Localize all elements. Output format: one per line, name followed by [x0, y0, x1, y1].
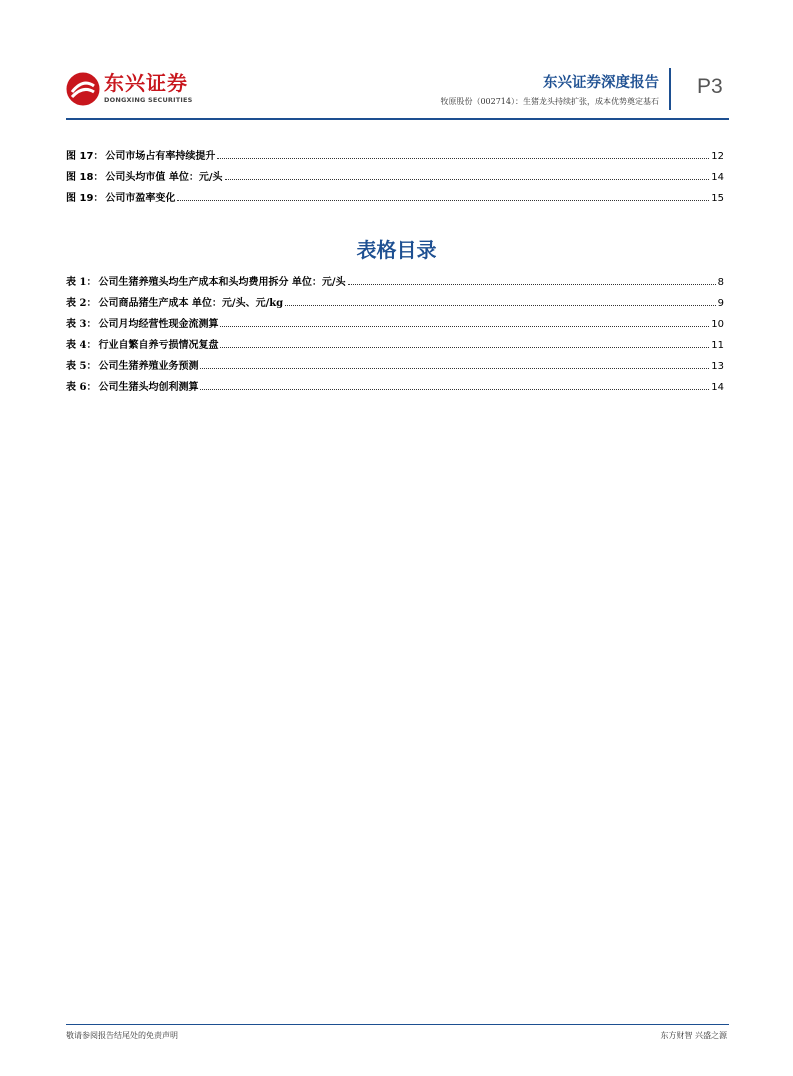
toc-entry-page: 11	[711, 340, 724, 351]
toc-entry-label	[66, 294, 283, 309]
toc-entry-title: 公司生猪养殖头均生产成本和头均费用拆分 单位：元/头	[98, 277, 346, 288]
toc-entry-number: 表 6：	[66, 382, 97, 393]
toc-table-entry[interactable]	[66, 356, 724, 372]
toc-entry-label	[66, 168, 223, 183]
toc-table-entry[interactable]	[66, 314, 724, 330]
toc-entry-title: 公司生猪头均创利测算	[98, 382, 199, 393]
toc-entry-page: 14	[711, 172, 724, 183]
toc-entry-label	[66, 357, 198, 372]
toc-entry-label	[66, 336, 218, 351]
table-of-tables-heading: 表格目录	[356, 238, 437, 262]
footer-disclaimer-note: 敬请参阅报告结尾处的免责声明	[66, 1031, 178, 1040]
toc-dot-leader	[285, 305, 715, 306]
toc-entry-title: 公司商品猪生产成本 单位：元/头、元/kg	[98, 298, 284, 309]
toc-entry-label	[66, 189, 175, 204]
toc-entry-number: 表 3：	[66, 319, 97, 330]
toc-dot-leader	[220, 326, 709, 327]
toc-dot-leader	[225, 179, 710, 180]
toc-table-entry[interactable]	[66, 272, 724, 288]
toc-entry-number: 图 17：	[66, 151, 104, 162]
dongxing-logo-icon	[66, 72, 100, 106]
footer-slogan: 东方财智 兴盛之源	[660, 1031, 727, 1040]
footer-rule	[66, 1024, 729, 1025]
toc-figure-entry[interactable]	[66, 167, 724, 183]
toc-entry-page: 15	[711, 193, 724, 204]
toc-entry-title: 公司市盈率变化	[105, 193, 176, 204]
toc-entry-label	[66, 315, 218, 330]
toc-dot-leader	[200, 368, 709, 369]
toc-entry-page: 8	[717, 277, 724, 288]
company-logo	[66, 71, 193, 108]
toc-dot-leader	[348, 284, 716, 285]
toc-entry-page: 13	[711, 361, 724, 372]
toc-entry-title: 公司头均市值 单位：元/头	[105, 172, 223, 183]
header-rule	[66, 118, 729, 120]
toc-entry-title: 公司月均经营性现金流测算	[98, 319, 219, 330]
report-type-title: 东兴证券深度报告	[543, 75, 659, 91]
header-divider	[669, 68, 671, 110]
toc-entry-page: 10	[711, 319, 724, 330]
toc-entry-page: 14	[711, 382, 724, 393]
toc-entry-label	[66, 147, 215, 162]
toc-dot-leader	[177, 200, 709, 201]
report-subtitle: 牧原股份（002714）：生猪龙头持续扩张，成本优势奠定基石	[440, 97, 659, 106]
logo-english-text: DONGXING SECURITIES	[104, 96, 193, 104]
toc-figure-entry[interactable]	[66, 146, 724, 162]
toc-table-entry[interactable]	[66, 377, 724, 393]
toc-entry-title: 公司生猪养殖业务预测	[98, 361, 199, 372]
toc-figure-entry[interactable]	[66, 188, 724, 204]
toc-dot-leader	[220, 347, 709, 348]
toc-table-entry[interactable]	[66, 335, 724, 351]
toc-entry-number: 表 4：	[66, 340, 97, 351]
page-number: P3	[697, 75, 723, 98]
toc-entry-number: 图 19：	[66, 193, 104, 204]
logo-chinese-text: 东兴证券	[104, 71, 188, 95]
toc-entry-number: 表 2：	[66, 298, 97, 309]
toc-entry-number: 表 5：	[66, 361, 97, 372]
toc-entry-title: 公司市场占有率持续提升	[105, 151, 216, 162]
toc-entry-page: 9	[717, 298, 724, 309]
toc-entry-label	[66, 273, 346, 288]
toc-table-entry[interactable]	[66, 293, 724, 309]
toc-entry-number: 表 1：	[66, 277, 97, 288]
toc-entry-title: 行业自繁自养亏损情况复盘	[98, 340, 219, 351]
toc-entry-page: 12	[711, 151, 724, 162]
toc-entry-label	[66, 378, 198, 393]
toc-entry-number: 图 18：	[66, 172, 104, 183]
toc-dot-leader	[217, 158, 709, 159]
toc-dot-leader	[200, 389, 709, 390]
